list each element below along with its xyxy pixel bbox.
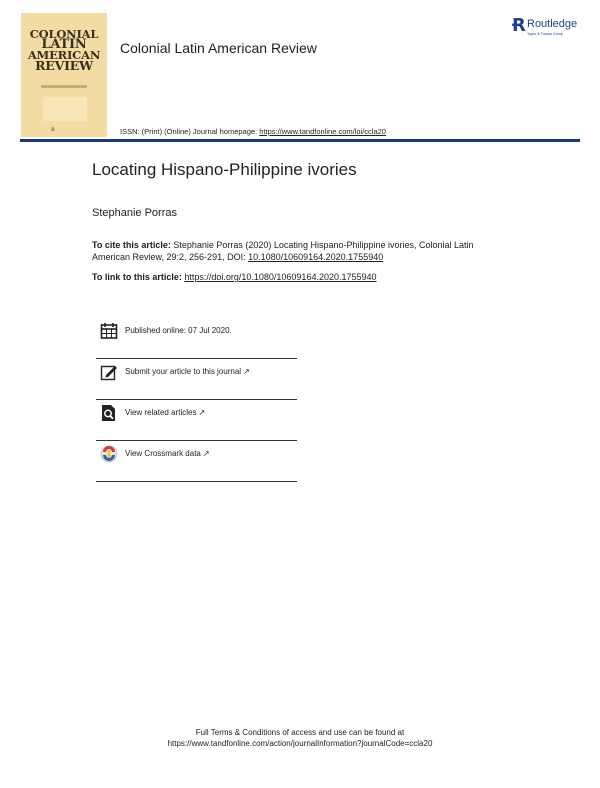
crossmark-row[interactable]: [96, 441, 297, 482]
related-articles-icon: [100, 404, 118, 422]
issn-label: ISSN: (Print) (Online) Journal homepage:: [120, 127, 260, 136]
cover-title-line: REVIEW: [35, 58, 93, 73]
journal-title: Colonial Latin American Review: [120, 40, 317, 56]
journal-homepage-link[interactable]: https://www.tandfonline.com/loi/ccla20: [259, 127, 386, 136]
external-link-icon: ↗: [202, 449, 210, 458]
related-articles-label: View related articles: [125, 408, 197, 417]
link-label: To link to this article:: [92, 272, 185, 282]
routledge-logo[interactable]: [512, 16, 592, 42]
article-doi-link[interactable]: https://doi.org/10.1080/10609164.2020.1755940: [184, 272, 377, 282]
submit-article-label: Submit your article to this journal: [125, 367, 242, 376]
edit-icon: [100, 363, 118, 381]
publisher-tagline: Taylor & Francis Group: [527, 32, 563, 36]
cite-doi-link[interactable]: 10.1080/10609164.2020.1755940: [248, 251, 384, 262]
calendar-icon: [100, 322, 118, 340]
cite-label: To cite this article:: [92, 240, 171, 250]
citation-block: [92, 240, 512, 263]
cover-title: [21, 29, 107, 71]
cover-title-line: AMERICAN: [27, 48, 101, 62]
article-info-list: [96, 318, 297, 482]
terms-url[interactable]: https://www.tandfonline.com/action/journalInformation?journalCode=ccla20: [167, 739, 433, 748]
related-articles-row[interactable]: [96, 400, 297, 441]
cover-title-line: LATIN: [41, 37, 87, 52]
crossmark-icon: [100, 445, 118, 463]
publisher-name: Routledge: [527, 18, 578, 30]
related-articles-link[interactable]: [125, 408, 205, 417]
external-link-icon: ↗: [198, 408, 206, 417]
article-author: Stephanie Porras: [92, 207, 177, 219]
cover-publisher-logo: R: [51, 127, 55, 133]
journal-cover-image: [21, 13, 107, 137]
submit-article-row[interactable]: [96, 359, 297, 400]
terms-footer: [0, 727, 600, 749]
cover-title-line: COLONIAL: [29, 27, 99, 41]
issn-line: [120, 127, 386, 136]
header-rule: [20, 139, 580, 142]
published-date: Published online: 07 Jul 2020.: [125, 326, 232, 335]
crossmark-link[interactable]: [125, 449, 210, 458]
published-online-row: [96, 318, 297, 359]
cover-subtitle-bar: [41, 85, 87, 88]
article-link-line: [92, 272, 377, 282]
cover-artwork: [43, 97, 87, 121]
submit-article-link[interactable]: [125, 367, 250, 376]
crossmark-label: View Crossmark data: [125, 449, 201, 458]
external-link-icon: ↗: [243, 367, 250, 376]
article-title: Locating Hispano-Philippine ivories: [92, 160, 357, 179]
routledge-r-icon: Ɍ: [512, 15, 526, 36]
terms-line: Full Terms & Conditions of access and use can be found at: [195, 728, 405, 737]
cite-text: Stephanie Porras (2020) Locating Hispano-Philippine ivories, Colonial Latin American Review, 29:2, 256-291, DOI:: [92, 240, 474, 262]
